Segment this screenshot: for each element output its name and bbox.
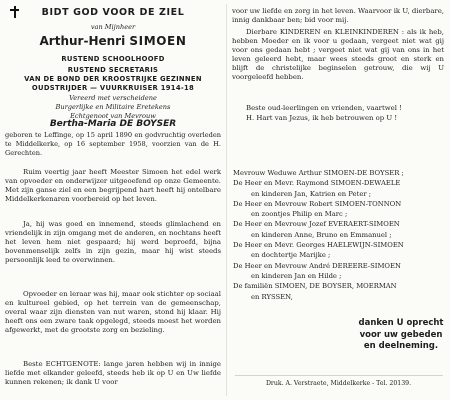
mourner-line: en zoontjes Philip en Marc ; [251,210,348,219]
thanks-line: danken U oprecht [358,318,444,328]
mourner-line: en kinderen Jan en Hilde ; [251,271,342,280]
mourner-line: Mevrouw Weduwe Arthur SIMOEN-DE BOYSER ; [233,169,404,177]
honors-line: Burgerlijke en Militaire Eretekens [55,103,171,111]
mourners-list [233,168,445,302]
mourner-line: De Heer en Mevr. Raymond SIMOEN-DEWAELE [233,179,401,188]
spouse-name: Bertha-Maria DE BOYSER [49,119,177,129]
title-line: RUSTEND SCHOOLHOOFD [61,55,165,63]
title-line: OUDSTRIJDER — VUURKRUISER 1914-18 [31,84,195,92]
mourner-line: en kinderen Jan, Katrien en Peter ; [251,189,372,198]
mourner-line: en kinderen Anne, Bruno en Emmanuel ; [251,230,392,239]
farewell-paragraph: voor uw liefde en zorg in het leven. Waarvoor ik U, dierbare, innig dankbaar ben; bid voor mij. [232,7,444,24]
prayer-line: H. Hart van Jezus, ik heb betrouwen op U ! [246,114,398,122]
mourner-line: en dochtertje Marijke ; [251,251,331,260]
right-column [229,0,448,400]
honors-line: Vereerd met verscheidene [69,94,157,102]
thanks-block [357,318,445,353]
card-header: BIDT GOD VOOR DE ZIEL [41,7,185,18]
title-line: VAN DE BOND DER KROOSTRIJKE GEZINNEN [24,75,202,83]
footer-rule [235,375,443,376]
printer-credit: Druk. A. Verstraete, Middelkerke - Tel. 20139. [265,380,412,387]
farewell-paragraph: Beste oud-leerlingen en vrienden, vaartwel ! [246,104,402,112]
memorial-paragraph: Opvoeder en leraar was hij, maar ook stichter op sociaal en kultureel gebied, op het terrein van de gemeenschap, overal waar zijn diensten van nut waren, stond hij klaar. Hij heeft ons een zware taak opgelegd, steeds moest het worden afgewerkt, met de grootste zorg en bezieling. [5,290,221,334]
header-subtitle: van Mijnheer [90,23,136,31]
mourner-line: De familiën SIMOEN, DE BOYSER, MOERMAN [233,282,397,291]
deceased-last-name: SIMOEN [129,34,187,48]
birth-death-text: geboren te Leffinge, op 15 april 1890 en godvruchtig overleden te Middelkerke, op 16 september 1958, voorzien van de H. Gerechten. [5,131,221,157]
mourner-line: De Heer en Mevrouw Robert SIMOEN-TONNON [233,199,402,208]
mourner-line: De Heer en Mevr. Georges HAELEWIJN-SIMOEN [233,241,404,250]
mourner-line: De Heer en Mevrouw André DEREERE-SIMOEN [233,261,401,270]
left-column [2,0,224,400]
column-divider [226,4,227,396]
thanks-line: en deelneming. [363,341,439,351]
memorial-paragraph: Ruim veertig jaar heeft Meester Simoen het edel werk van opvoeder en onderwijzer uitgeoefend op onze Gemeente. Met zijn ganse ziel en een begrijpend hart heeft hij ontelbare Middelkerkenaren voorbereid op het leven. [5,168,221,203]
mourner-line: en RYSSEN, [251,292,293,301]
memorial-paragraph: Ja, hij was goed en innemend, steeds glimlachend en vriendelijk in zijn omgang met de anderen, en nochtans heeft het leven hem niet gespaard; hij werd beproefd, bijna bovenmenselijk zelfs in zijn gezin, maar hij wist steeds persoonlijk leed te overwinnen. [5,220,221,264]
spouse-intro: Echtgenoot van Mevrouw [70,112,156,120]
thanks-line: voor uw gebeden [359,329,443,340]
title-line: RUSTEND SECRETARIS [67,66,159,74]
mourner-line: De Heer en Mevrouw Jozef EVERAERT-SIMOEN [233,220,400,229]
deceased-first-name: Arthur-Henri [39,34,126,48]
memorial-paragraph: Beste ECHTGENOTE: lange jaren hebben wij in innige liefde met elkander geleefd, steeds heb ik op U en Uw liefde kunnen rekenen; ik dank U voor [5,360,221,386]
deceased-name [2,34,224,48]
farewell-paragraph: Dierbare KINDEREN en KLEINKINDEREN : als ik heb, hebben Moeder en ik voor u gedaan, vergeet niet wat gij voor ons gedaan hebt ; vergeet niet wat gij van ons in het leven geleerd hebt, maar wees steeds groot en sterk en blijft de christelijke beginselen getrouw, die wij U voorgeleefd hebben. [232,28,444,81]
